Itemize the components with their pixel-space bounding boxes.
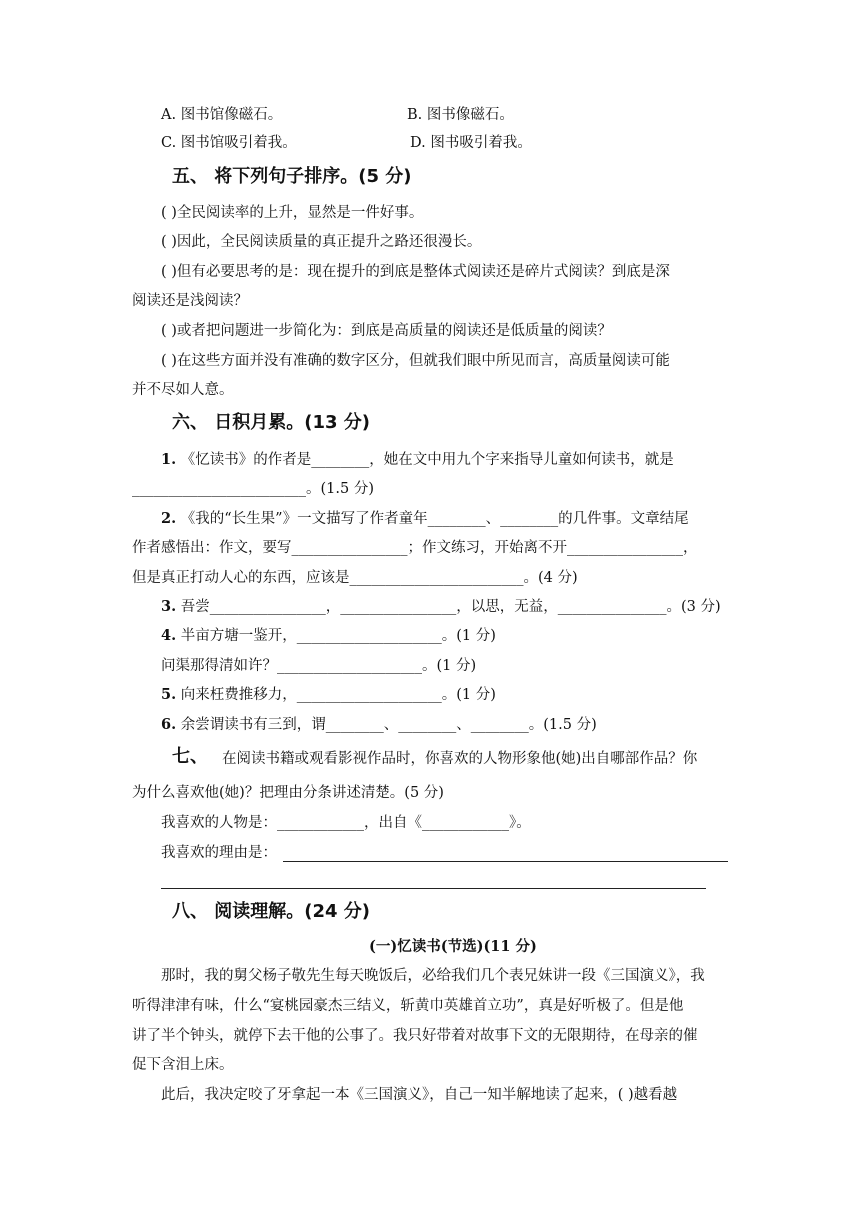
passage-line: 听得津津有味，什么“宴桃园豪杰三结义，斩黄巾英雄首立功”，真是好听极了。但是他 [132,998,684,1014]
sort-item: ( )全民阅读率的上升，显然是一件好事。 [161,205,424,221]
question-text: 半亩方塘一鉴开，____________________。(1 分) [180,628,496,644]
reason-label: 我喜欢的理由是： [161,845,277,861]
question-5 [161,685,496,705]
question-number: 5. [161,686,177,703]
sort-item: ( )因此，全民阅读质量的真正提升之路还很漫长。 [161,234,482,250]
question-6 [161,715,597,735]
question-1-cont: ________________________。(1.5 分) [132,481,374,497]
section-7-text-cont: 为什么喜欢他(她)？把理由分条讲述清楚。(5 分) [132,785,444,801]
section-7-text: 在阅读书籍或观看影视作品时，你喜欢的人物形象他(她)出自哪部作品？你 [222,751,698,767]
passage-line: 此后，我决定咬了牙拿起一本《三国演义》，自己一知半解地读了起来，( )越看越 [161,1087,678,1103]
answer-line [161,888,706,889]
option-a: A. 图书馆像磁石。 [161,107,283,123]
passage-line: 那时，我的舅父杨子敬先生每天晚饭后，必给我们几个表兄妹讲一段《三国演义》，我 [161,968,705,984]
question-3 [161,597,721,617]
question-2-cont: 作者感悟出：作文，要写________________；作文练习，开始离不开________________， [132,540,698,556]
sort-item-cont: 并不尽如人意。 [132,382,234,398]
section-8-title: 八、 阅读理解。(24 分) [172,901,371,922]
answer-line [283,861,728,862]
question-number: 3. [161,598,177,615]
question-4-cont: 问渠那得清如许？____________________。(1 分) [161,658,477,674]
question-number: 6. [161,716,177,733]
question-number: 1. [161,451,177,468]
option-c: C. 图书馆吸引着我。 [161,135,297,151]
question-number: 2. [161,510,177,527]
passage-line: 促下含泪上床。 [132,1057,234,1073]
option-d: D. 图书吸引着我。 [410,135,532,151]
question-number: 4. [161,627,177,644]
question-4 [161,626,496,646]
section-5-title: 五、 将下列句子排序。(5 分) [172,166,412,187]
option-b: B. 图书像磁石。 [407,107,514,123]
section-7-title: 七、 [172,746,208,767]
question-2 [161,509,689,529]
favorite-character-line: 我喜欢的人物是：____________，出自《____________》。 [161,815,531,831]
passage-line: 讲了半个钟头，就停下去干他的公事了。我只好带着对故事下文的无限期待，在母亲的催 [132,1028,698,1044]
sort-item: ( )或者把问题进一步简化为：到底是高质量的阅读还是低质量的阅读？ [161,323,612,339]
question-text: 《忆读书》的作者是________，她在文中用九个字来指导儿童如何读书，就是 [180,452,674,468]
question-text: 吾尝________________，________________，以思，无益，_______________。(3 分) [180,599,721,615]
question-2-cont: 但是真正打动人心的东西，应该是________________________。(4 分) [132,570,578,586]
sort-item: ( )在这些方面并没有准确的数字区分，但就我们眼中所见而言，高质量阅读可能 [161,353,670,369]
question-text: 《我的“长生果”》一文描写了作者童年________、________的几件事。文章结尾 [180,511,689,527]
section-6-title: 六、 日积月累。(13 分) [172,412,371,433]
passage-title: (一)忆读书(节选)(11 分) [369,938,537,955]
sort-item-cont: 阅读还是浅阅读？ [132,293,248,309]
question-text: 向来枉费推移力，____________________。(1 分) [180,687,496,703]
sort-item: ( )但有必要思考的是：现在提升的到底是整体式阅读还是碎片式阅读？到底是深 [161,264,670,280]
question-1 [161,450,674,470]
question-text: 余尝谓读书有三到，谓________、________、________。(1.5 分) [180,717,597,733]
